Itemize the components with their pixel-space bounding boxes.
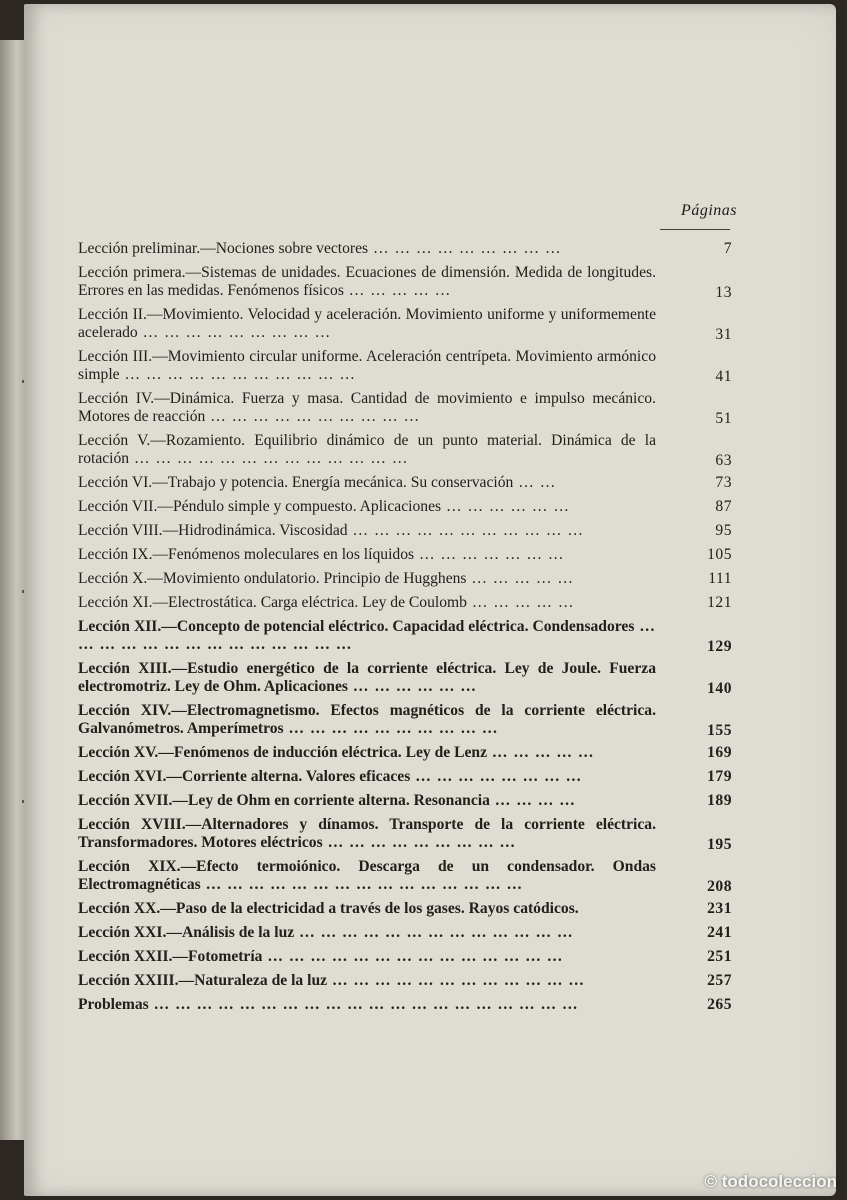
toc-entry-page-number: 87 <box>715 498 732 515</box>
toc-entry-page-number: 31 <box>715 326 732 343</box>
toc-entry-page-number: 111 <box>708 570 732 587</box>
toc-entry-page-number: 179 <box>707 768 732 785</box>
toc-entry-text: Lección XIII.—Estudio energético de la corriente eléctrica. Ley de Joule. Fuerza electromotriz. Ley de Ohm. Aplicaciones <box>78 660 656 695</box>
toc-entry-page-number: 73 <box>715 474 732 491</box>
toc-entry-title <box>78 858 656 894</box>
toc-entry-title <box>78 768 656 786</box>
toc-entry-text: Lección preliminar.—Nociones sobre vectores <box>78 240 369 257</box>
toc-entry <box>78 264 732 300</box>
toc-entry-leader-dots: … … … … … … … … <box>410 768 583 785</box>
toc-entry-text: Lección X.—Movimiento ondulatorio. Principio de Hugghens <box>78 570 467 587</box>
toc-entry-leader-dots: … … … … … <box>466 594 575 611</box>
toc-entry-title <box>78 546 656 564</box>
toc-entry-text: Lección XVII.—Ley de Ohm en corriente alterna. Resonancia <box>78 792 490 809</box>
toc-entry <box>78 744 732 762</box>
toc-entry-text: Lección XV.—Fenómenos de inducción eléctrica. Ley de Lenz <box>78 744 488 761</box>
toc-entry <box>78 768 732 786</box>
toc-entry-leader-dots: … … … … … … … … … … … … … … <box>262 948 564 965</box>
toc-entry-title <box>78 792 656 810</box>
toc-entry-title <box>78 948 656 966</box>
toc-entry-leader-dots: … … … … … … … … … <box>137 324 332 341</box>
toc-entry <box>78 390 732 426</box>
toc-entry-leader-dots: … … … … … … … <box>414 546 565 563</box>
toc-entry <box>78 618 732 654</box>
toc-entry-title <box>78 432 656 468</box>
toc-entry-page-number: 105 <box>707 546 732 563</box>
toc-entry-title <box>78 522 656 540</box>
toc-entry-leader-dots: … … … … … … … … … … <box>205 408 421 425</box>
toc-entry-title <box>78 348 656 384</box>
paginas-heading: Páginas <box>681 202 737 219</box>
toc-entry-text: Lección XXIII.—Naturaleza de la luz <box>78 972 328 989</box>
toc-entry-text: Lección III.—Movimiento circular uniforme. Aceleración centrípeta. Movimiento armónico simple <box>78 348 656 383</box>
toc-entry <box>78 522 732 540</box>
toc-entry-leader-dots: … … … … … … … … … <box>322 834 517 851</box>
toc-entry-text: Lección primera.—Sistemas de unidades. Ecuaciones de dimensión. Medida de longitudes. Errores en las medidas. Fenómenos físicos <box>78 264 656 299</box>
toc-entry-leader-dots: … … … … … … … … … … … … … … … … … … … … <box>148 996 579 1013</box>
toc-entry <box>78 948 732 966</box>
toc-entry-page-number: 241 <box>707 924 732 941</box>
toc-entry-leader-dots: … … … … … … … … … … <box>283 720 499 737</box>
toc-entry-text: Lección V.—Rozamiento. Equilibrio dinámico de un punto material. Dinámica de la rotación <box>78 432 656 467</box>
toc-entry-leader-dots: … … … … … <box>343 282 452 299</box>
toc-entry <box>78 348 732 384</box>
toc-entry <box>78 996 732 1014</box>
table-of-contents <box>78 240 732 1020</box>
toc-entry-text: Lección VII.—Péndulo simple y compuesto. Aplicaciones <box>78 498 442 515</box>
toc-entry-leader-dots: … … … … … <box>466 570 574 587</box>
toc-entry-leader-dots: … … … … … <box>487 744 595 761</box>
toc-entry <box>78 702 732 738</box>
toc-entry-text: Lección IV.—Dinámica. Fuerza y masa. Cantidad de movimiento e impulso mecánico. Motores de reacción <box>78 390 656 425</box>
toc-entry-title <box>78 264 656 300</box>
toc-entry-page-number: 41 <box>715 368 732 385</box>
toc-entry-text: Lección II.—Movimiento. Velocidad y aceleración. Movimiento uniforme y uniformemente acelerado <box>78 306 656 341</box>
toc-entry-text: Lección XXI.—Análisis de la luz <box>78 924 295 941</box>
toc-entry <box>78 594 732 612</box>
toc-entry-text: Lección XIV.—Electromagnetismo. Efectos magnéticos de la corriente eléctrica. Galvanómetros. Amperímetros <box>78 702 656 737</box>
toc-entry-text: Lección IX.—Fenómenos moleculares en los líquidos <box>78 546 415 563</box>
toc-entry-leader-dots: … … … … … … … … … … … … … … … <box>200 876 524 893</box>
toc-entry <box>78 858 732 894</box>
toc-entry <box>78 570 732 588</box>
heading-rule <box>660 229 730 230</box>
toc-entry <box>78 972 732 990</box>
toc-entry <box>78 546 732 564</box>
toc-entry-page-number: 265 <box>707 996 732 1013</box>
toc-entry-page-number: 189 <box>707 792 732 809</box>
toc-entry-page-number: 251 <box>707 948 732 965</box>
toc-entry-title <box>78 744 656 762</box>
toc-entry <box>78 816 732 852</box>
toc-entry-page-number: 129 <box>707 638 732 655</box>
toc-entry <box>78 240 732 258</box>
toc-entry-text: Lección XII.—Concepto de potencial eléctrico. Capacidad eléctrica. Condensadores <box>78 618 635 635</box>
toc-entry-page-number: 51 <box>715 410 732 427</box>
toc-entry <box>78 474 732 492</box>
toc-entry <box>78 306 732 342</box>
toc-entry-text: Lección XIX.—Efecto termoiónico. Descarga de un condensador. Ondas Electromagnéticas <box>78 858 656 893</box>
toc-entry <box>78 432 732 468</box>
toc-entry-title <box>78 240 656 258</box>
toc-entry-text: Lección XI.—Electrostática. Carga eléctrica. Ley de Coulomb <box>78 594 467 611</box>
toc-entry-leader-dots: … … … … … … … … … <box>368 240 562 257</box>
toc-entry-title <box>78 390 656 426</box>
toc-entry-title <box>78 702 656 738</box>
toc-entry-title <box>78 972 656 990</box>
toc-entry-leader-dots: … … … … … … … … … … … <box>119 366 357 383</box>
toc-entry <box>78 792 732 810</box>
toc-entry-title <box>78 618 656 654</box>
toc-entry-title <box>78 570 656 588</box>
toc-entry-text: Problemas <box>78 996 149 1013</box>
toc-entry-page-number: 63 <box>715 452 732 469</box>
toc-entry-leader-dots: … … … … … … <box>347 678 477 695</box>
toc-entry-text: Lección VI.—Trabajo y potencia. Energía mecánica. Su conservación <box>78 474 514 491</box>
toc-entry-page-number: 155 <box>707 722 732 739</box>
toc-entry-text: Lección XVI.—Corriente alterna. Valores eficaces <box>78 768 411 785</box>
toc-entry-page-number: 169 <box>707 744 732 761</box>
toc-entry-leader-dots: … … <box>513 474 557 491</box>
toc-entry-text: Lección XVIII.—Alternadores y dínamos. Transporte de la corriente eléctrica. Transformadores. Motores eléctricos <box>78 816 656 851</box>
toc-entry-page-number: 7 <box>723 240 732 257</box>
toc-entry-leader-dots: … … … … … … … … … … … <box>347 522 584 539</box>
toc-entry-page-number: 13 <box>715 284 732 301</box>
watermark: © todocoleccion <box>704 1172 837 1191</box>
toc-entry-leader-dots: … … … … <box>489 792 576 809</box>
toc-entry <box>78 498 732 516</box>
toc-entry-leader-dots: … … … … … … … … … … … … … <box>129 450 409 467</box>
toc-entry-page-number: 208 <box>707 878 732 895</box>
toc-entry-title <box>78 306 656 342</box>
toc-entry-leader-dots: … … … … … … <box>441 498 571 515</box>
toc-entry-page-number: 121 <box>707 594 732 611</box>
toc-entry-text: Lección XXII.—Fotometría <box>78 948 263 965</box>
toc-entry-page-number: 231 <box>707 900 732 917</box>
toc-entry-title <box>78 594 656 612</box>
toc-entry-page-number: 195 <box>707 836 732 853</box>
toc-entry-leader-dots: … … … … … … … … … … … … … … <box>78 618 656 653</box>
toc-entry <box>78 660 732 696</box>
toc-entry-page-number: 140 <box>707 680 732 697</box>
toc-entry-title <box>78 816 656 852</box>
toc-entry-leader-dots: … … … … … … … … … … … … … <box>294 924 574 941</box>
toc-entry-title <box>78 660 656 696</box>
toc-entry-text: Lección VIII.—Hidrodinámica. Viscosidad <box>78 522 348 539</box>
toc-entry-text: Lección XX.—Paso de la electricidad a través de los gases. Rayos catódicos. <box>78 900 579 917</box>
toc-entry-title <box>78 474 656 492</box>
toc-entry-title <box>78 924 656 942</box>
toc-entry-title <box>78 498 656 516</box>
toc-entry <box>78 924 732 942</box>
toc-entry-page-number: 257 <box>707 972 732 989</box>
toc-entry-title <box>78 996 656 1014</box>
toc-entry-title <box>78 900 656 918</box>
toc-entry-page-number: 95 <box>715 522 732 539</box>
toc-entry-leader-dots: … … … … … … … … … … … … <box>327 972 585 989</box>
toc-entry <box>78 900 732 918</box>
